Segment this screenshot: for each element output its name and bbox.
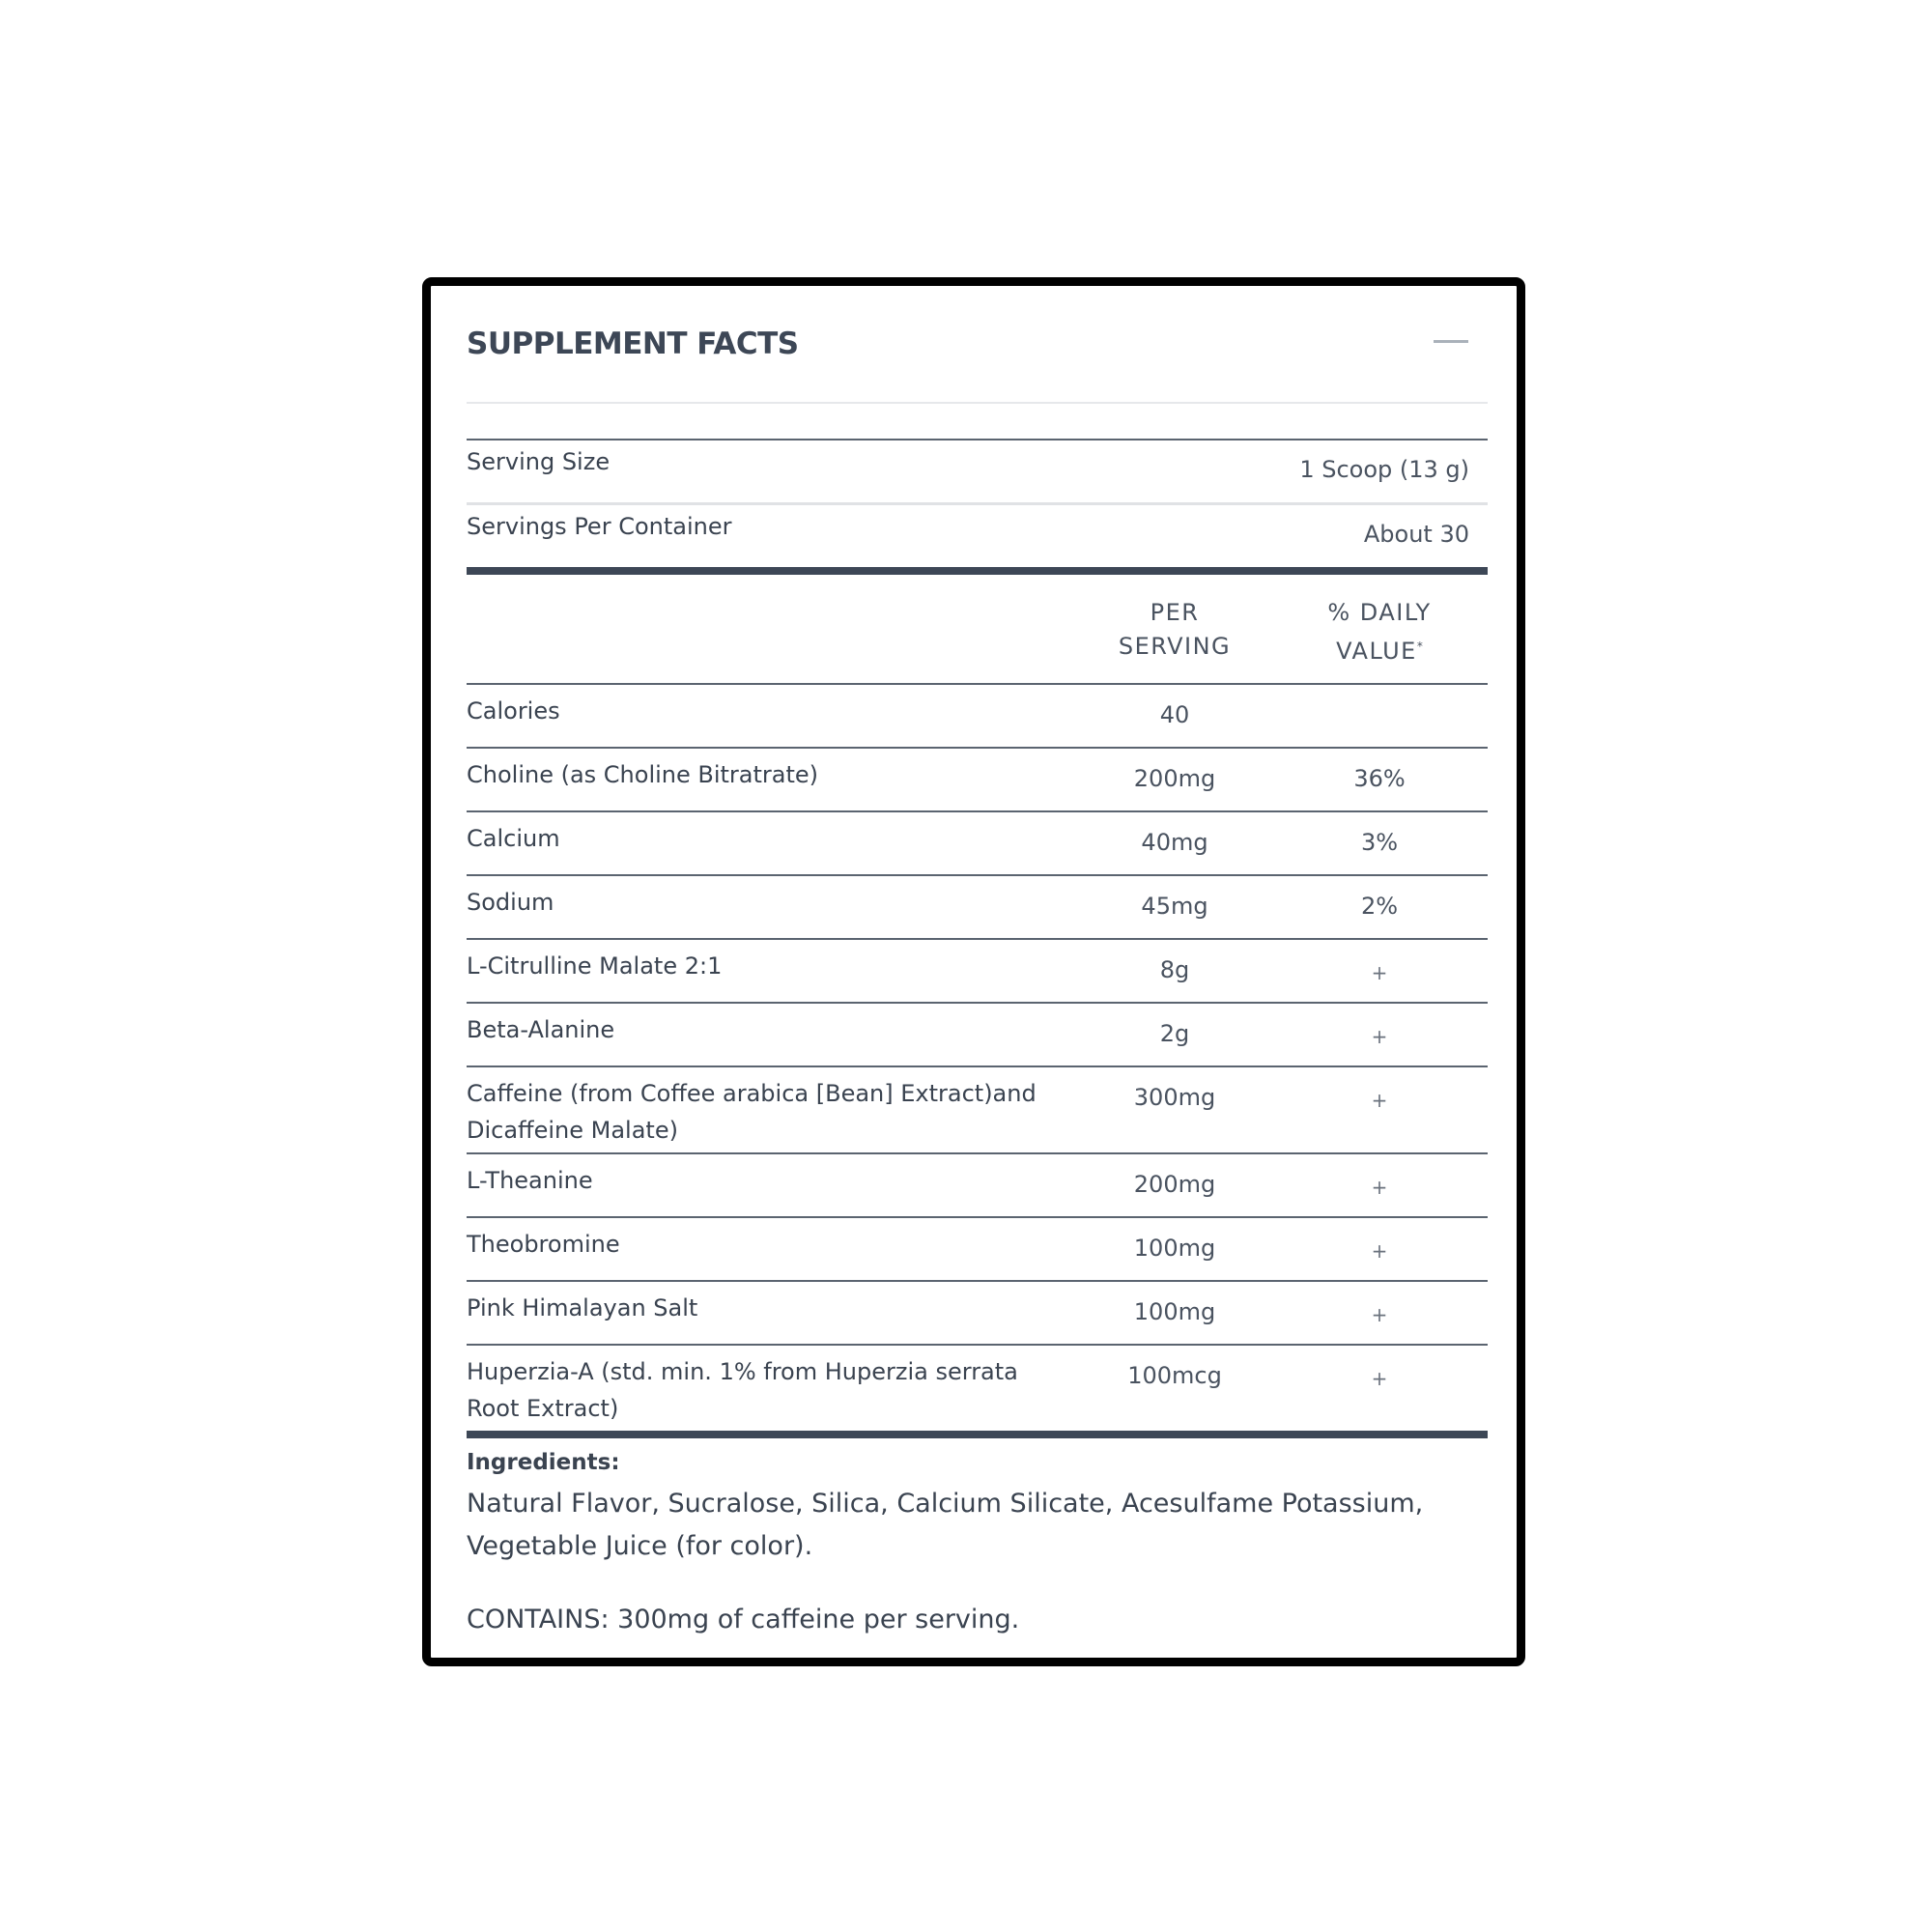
nutrient-row xyxy=(467,938,1488,1002)
nutrient-name: Huperzia-A (std. min. 1% from Huperzia serrata Root Extract) xyxy=(467,1358,1018,1422)
nutrient-name: Caffeine (from Coffee arabica [Bean] Extract)and Dicaffeine Malate) xyxy=(467,1080,1037,1144)
servings-per-container-value: About 30 xyxy=(1363,521,1469,548)
serving-size-row xyxy=(467,440,1488,502)
nutrient-daily-value: + xyxy=(1371,1303,1388,1326)
servings-per-container-row xyxy=(467,505,1488,567)
minus-icon[interactable] xyxy=(1434,340,1468,343)
per-serving-header-line2: SERVING xyxy=(1118,633,1232,660)
nutrient-per-serving: 8g xyxy=(1159,956,1190,983)
panel-content xyxy=(467,286,1488,1634)
nutrient-name: Calcium xyxy=(467,825,560,852)
servings-per-container-label: Servings Per Container xyxy=(467,513,732,540)
nutrient-row xyxy=(467,683,1488,747)
supplement-facts-panel xyxy=(422,277,1525,1666)
nutrient-per-serving: 40mg xyxy=(1141,829,1208,856)
nutrient-per-serving: 100mg xyxy=(1133,1298,1216,1325)
nutrient-daily-value: 3% xyxy=(1360,829,1399,856)
nutrient-row xyxy=(467,1344,1488,1431)
nutrient-row xyxy=(467,1280,1488,1344)
nutrient-daily-value: + xyxy=(1371,1176,1388,1199)
per-serving-header-line1: PER xyxy=(1150,599,1200,626)
nutrient-per-serving: 100mcg xyxy=(1127,1362,1222,1389)
nutrient-name: Beta-Alanine xyxy=(467,1016,615,1043)
nutrient-daily-value: + xyxy=(1371,1367,1388,1390)
nutrient-row xyxy=(467,1002,1488,1065)
ingredients-text: Natural Flavor, Sucralose, Silica, Calcium Silicate, Acesulfame Potassium, Vegetable Juice (for color). xyxy=(467,1489,1424,1561)
daily-value-header-line1: % DAILY xyxy=(1327,599,1432,626)
nutrient-name: L-Theanine xyxy=(467,1167,593,1194)
thick-divider xyxy=(467,1431,1488,1438)
nutrient-daily-value: + xyxy=(1371,961,1388,984)
nutrient-row xyxy=(467,810,1488,874)
per-serving-header xyxy=(1107,596,1242,664)
nutrient-row xyxy=(467,1065,1488,1152)
nutrient-per-serving: 2g xyxy=(1159,1020,1190,1047)
nutrient-daily-value: 36% xyxy=(1353,765,1406,792)
column-header-row xyxy=(467,575,1488,683)
nutrient-daily-value: + xyxy=(1371,1239,1388,1263)
nutrient-daily-value: + xyxy=(1371,1025,1388,1048)
nutrient-daily-value: + xyxy=(1371,1089,1388,1112)
nutrient-daily-value: 2% xyxy=(1360,893,1399,920)
daily-value-header-text: VALUE xyxy=(1336,638,1417,665)
nutrient-per-serving: 40 xyxy=(1159,701,1190,728)
nutrient-per-serving: 200mg xyxy=(1133,765,1216,792)
serving-size-value: 1 Scoop (13 g) xyxy=(1299,456,1469,483)
nutrient-row xyxy=(467,1152,1488,1216)
thick-divider xyxy=(467,567,1488,575)
asterisk-mark: * xyxy=(1416,639,1423,653)
ingredients-section xyxy=(467,1438,1488,1634)
nutrient-row xyxy=(467,1216,1488,1280)
daily-value-header xyxy=(1297,596,1462,668)
nutrient-row xyxy=(467,747,1488,810)
nutrient-name: Pink Himalayan Salt xyxy=(467,1294,698,1321)
nutrient-per-serving: 45mg xyxy=(1141,893,1208,920)
nutrient-per-serving: 100mg xyxy=(1133,1235,1216,1262)
nutrient-name: Choline (as Choline Bitratrate) xyxy=(467,761,819,788)
nutrient-row xyxy=(467,874,1488,938)
serving-size-label: Serving Size xyxy=(467,448,611,475)
spacer xyxy=(467,404,1488,439)
panel-title: SUPPLEMENT FACTS xyxy=(467,327,799,361)
nutrient-name: Sodium xyxy=(467,889,554,916)
nutrient-name: L-Citrulline Malate 2:1 xyxy=(467,952,723,980)
daily-value-header-line2 xyxy=(1297,630,1462,668)
nutrient-per-serving: 200mg xyxy=(1133,1171,1216,1198)
ingredients-label: Ingredients: xyxy=(467,1450,620,1475)
nutrient-name: Theobromine xyxy=(467,1231,620,1258)
nutrient-name: Calories xyxy=(467,697,560,724)
panel-header[interactable] xyxy=(467,286,1488,404)
nutrient-per-serving: 300mg xyxy=(1133,1084,1216,1111)
caffeine-warning: CONTAINS: 300mg of caffeine per serving. xyxy=(467,1605,1020,1634)
